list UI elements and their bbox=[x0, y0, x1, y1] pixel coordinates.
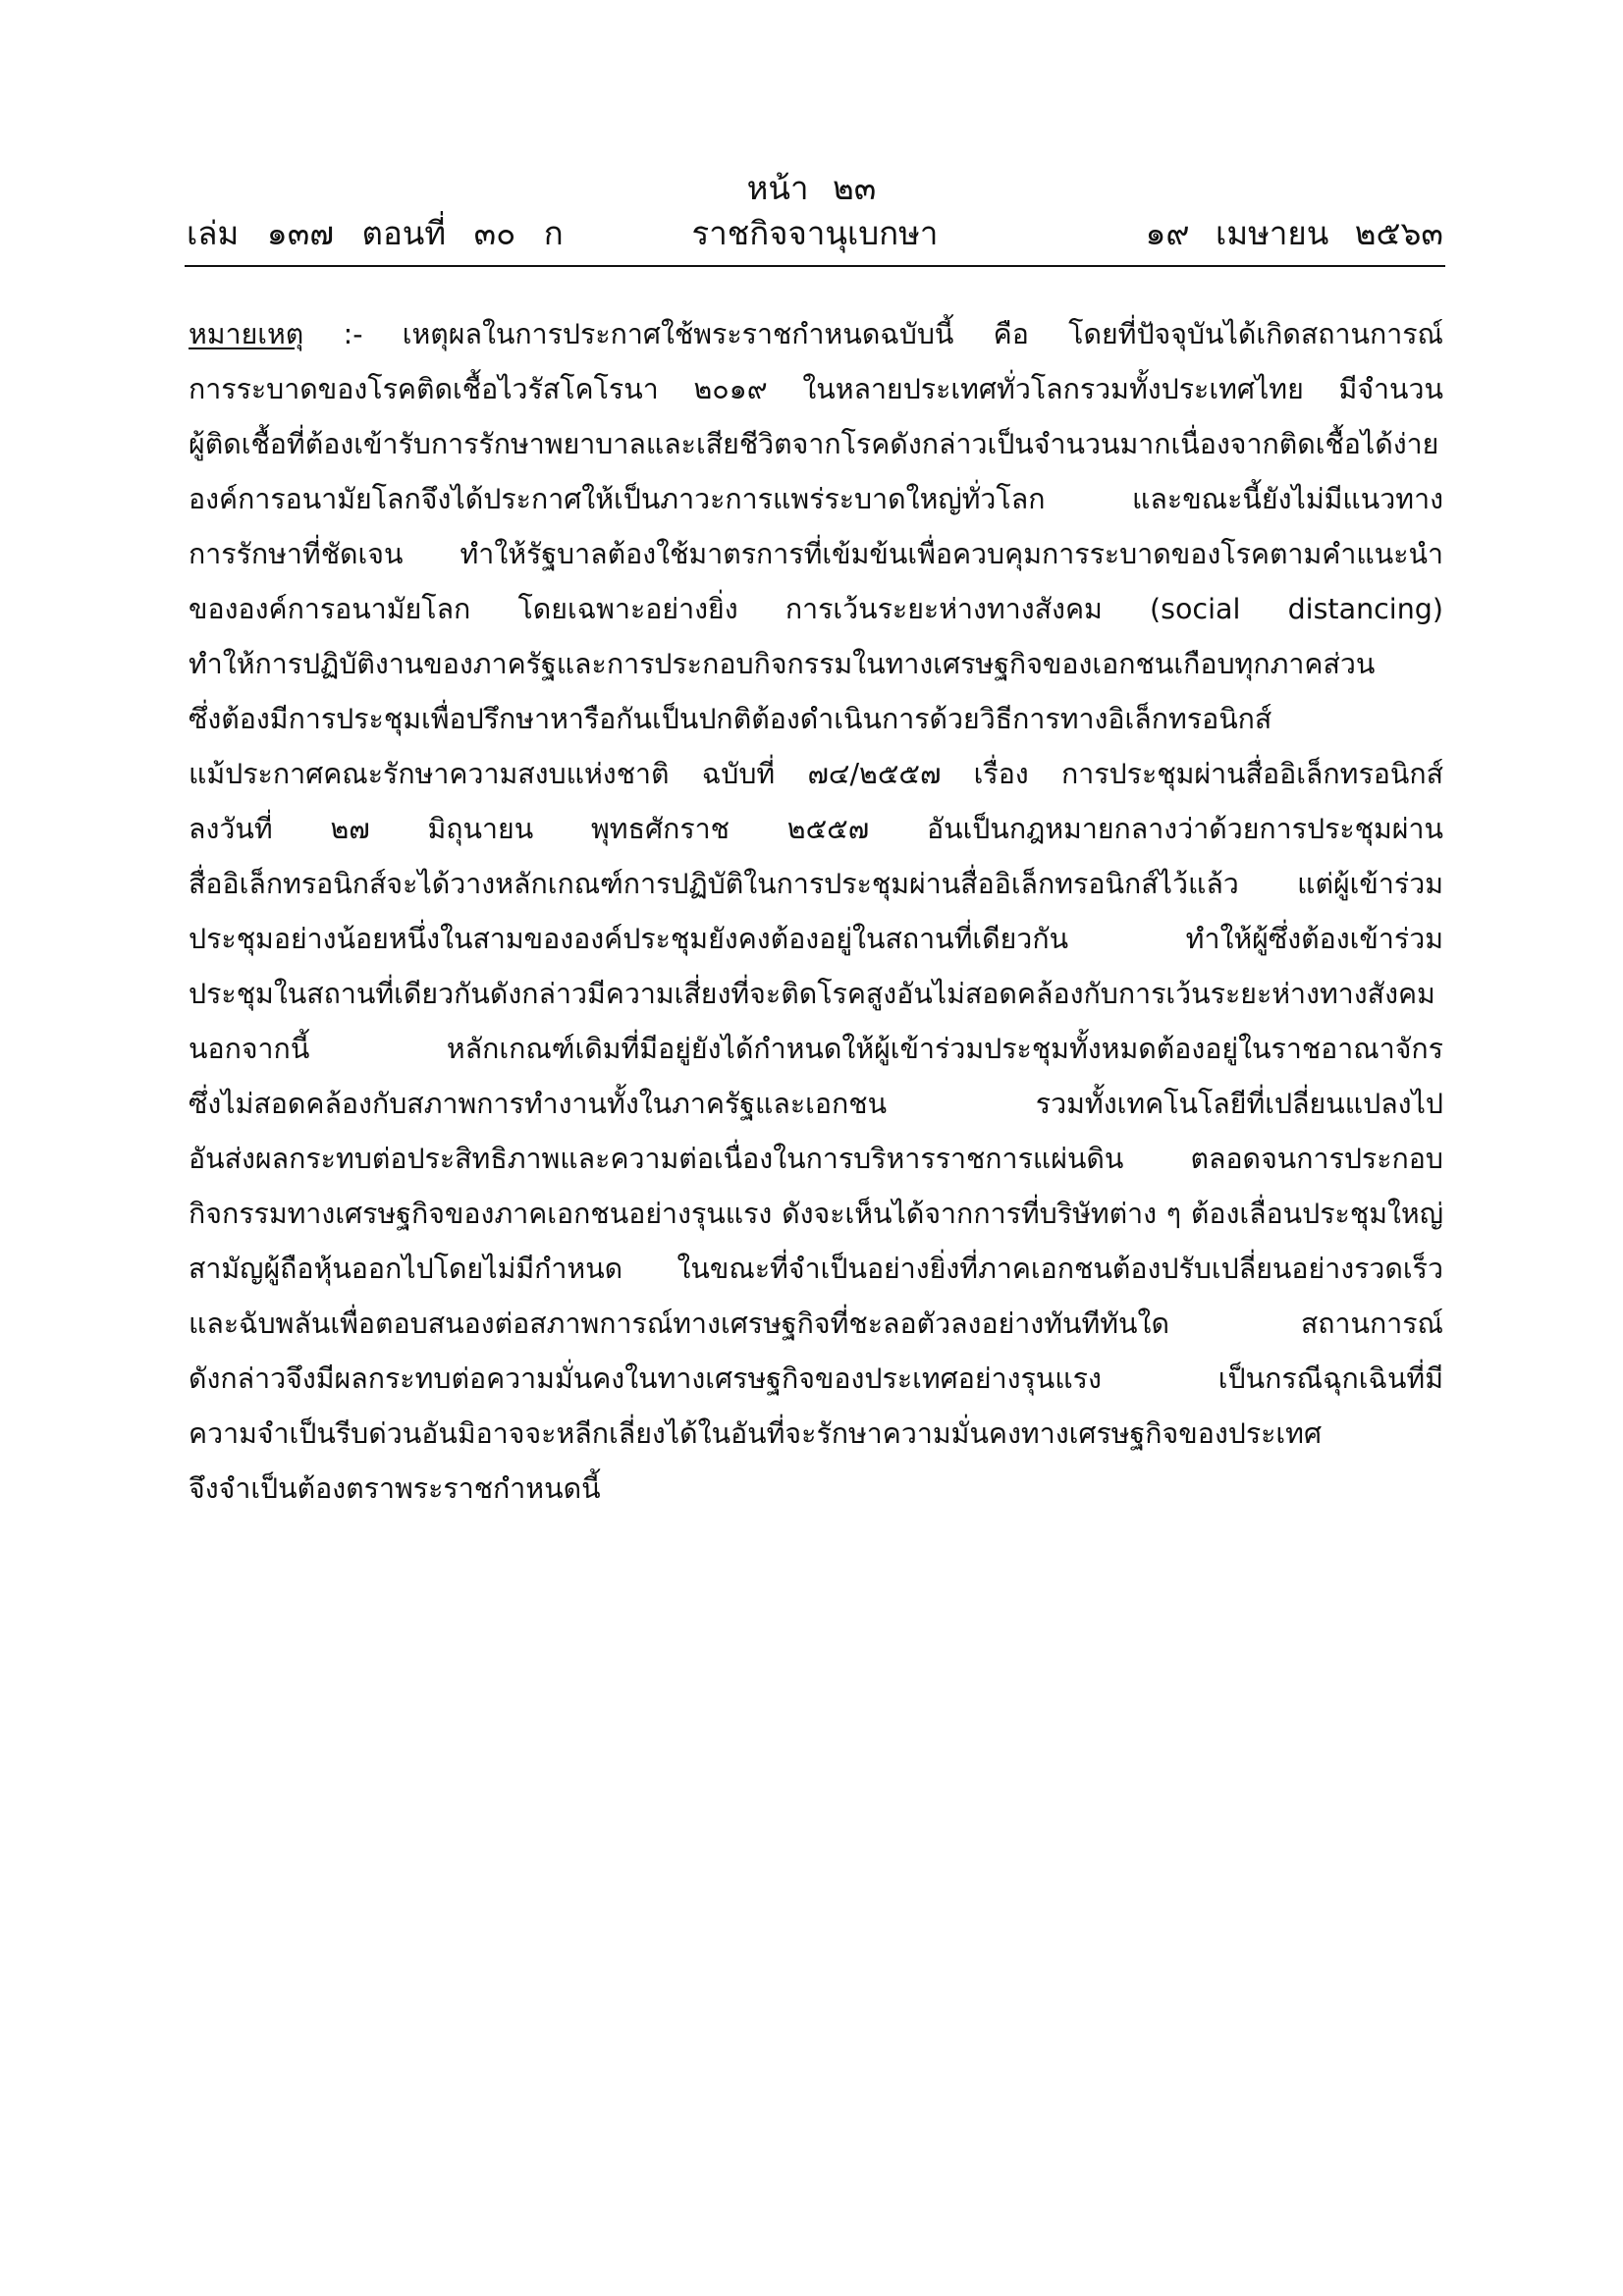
paragraph-line: ทำให้การปฏิบัติงานของภาครัฐและการประกอบกิจกรรมในทางเศรษฐกิจของเอกชนเกือบทุกภาคส่วน bbox=[189, 648, 1376, 680]
paragraph-line: ความจำเป็นรีบด่วนอันมิอาจจะหลีกเลี่ยงได้ในอันที่จะรักษาความมั่นคงทางเศรษฐกิจของประเทศ bbox=[189, 1417, 1323, 1450]
paragraph-line: สื่ออิเล็กทรอนิกส์จะได้วางหลักเกณฑ์การปฏิบัติในการประชุมผ่านสื่ออิเล็กทรอนิกส์ไว้แล้ว แต่ผู้เข้าร่วม bbox=[189, 868, 1443, 900]
paragraph-line: แม้ประกาศคณะรักษาความสงบแห่งชาติ ฉบับที่ ๗๔/๒๕๕๗ เรื่อง การประชุมผ่านสื่ออิเล็กทรอนิกส์ bbox=[189, 758, 1443, 790]
header-divider bbox=[185, 265, 1445, 267]
paragraph-line: อันส่งผลกระทบต่อประสิทธิภาพและความต่อเนื่องในการบริหารราชการแผ่นดิน ตลอดจนการประกอบ bbox=[189, 1143, 1443, 1175]
page-number: หน้า ๒๓ bbox=[746, 169, 877, 207]
paragraph-line: ซึ่งไม่สอดคล้องกับสภาพการทำงานทั้งในภาครัฐและเอกชน รวมทั้งเทคโนโลยีที่เปลี่ยนแปลงไป bbox=[189, 1088, 1443, 1120]
paragraph-line: ประชุมในสถานที่เดียวกันดังกล่าวมีความเสี่ยงที่จะติดโรคสูงอันไม่สอดคล้องกับการเว้นระยะห่างทางสังคม bbox=[189, 978, 1435, 1010]
volume-issue: เล่ม ๑๓๗ ตอนที่ ๓๐ ก bbox=[187, 214, 564, 252]
remark-paragraph bbox=[189, 307, 1443, 1517]
paragraph-line: และฉับพลันเพื่อตอบสนองต่อสภาพการณ์ทางเศรษฐกิจที่ชะลอตัวลงอย่างทันทีทันใด สถานการณ์ bbox=[189, 1308, 1443, 1340]
gazette-title: ราชกิจจานุเบกษา bbox=[691, 214, 939, 252]
paragraph-line: นอกจากนี้ หลักเกณฑ์เดิมที่มีอยู่ยังได้กำหนดให้ผู้เข้าร่วมประชุมทั้งหมดต้องอยู่ในราชอาณาจักร bbox=[189, 1033, 1443, 1065]
paragraph-line: ลงวันที่ ๒๗ มิถุนายน พุทธศักราช ๒๕๕๗ อันเป็นกฎหมายกลางว่าด้วยการประชุมผ่าน bbox=[189, 813, 1443, 845]
paragraph-line: องค์การอนามัยโลกจึงได้ประกาศให้เป็นภาวะการแพร่ระบาดใหญ่ทั่วโลก และขณะนี้ยังไม่มีแนวทาง bbox=[189, 483, 1443, 515]
paragraph-line bbox=[189, 307, 1443, 362]
remark-label: หมายเหตุ bbox=[189, 318, 304, 350]
paragraph-line: ประชุมอย่างน้อยหนึ่งในสามขององค์ประชุมยังคงต้องอยู่ในสถานที่เดียวกัน ทำให้ผู้ซึ่งต้องเข้าร่วม bbox=[189, 923, 1443, 955]
paragraph-line: กิจกรรมทางเศรษฐกิจของภาคเอกชนอย่างรุนแรง ดังจะเห็นได้จากการที่บริษัทต่าง ๆ ต้องเลื่อนประชุมใหญ่ bbox=[189, 1198, 1443, 1230]
paragraph-line: การระบาดของโรคติดเชื้อไวรัสโคโรนา ๒๐๑๙ ในหลายประเทศทั่วโลกรวมทั้งประเทศไทย มีจำนวน bbox=[189, 373, 1443, 405]
paragraph-line: ขององค์การอนามัยโลก โดยเฉพาะอย่างยิ่ง การเว้นระยะห่างทางสังคม (social distancing) bbox=[189, 593, 1443, 625]
paragraph-line: สามัญผู้ถือหุ้นออกไปโดยไม่มีกำหนด ในขณะที่จำเป็นอย่างยิ่งที่ภาคเอกชนต้องปรับเปลี่ยนอย่างรวดเร็ว bbox=[189, 1253, 1443, 1285]
paragraph-last-line: จึงจำเป็นต้องตราพระราชกำหนดนี้ bbox=[189, 1472, 601, 1505]
paragraph-line: ดังกล่าวจึงมีผลกระทบต่อความมั่นคงในทางเศรษฐกิจของประเทศอย่างรุนแรง เป็นกรณีฉุกเฉินที่มี bbox=[189, 1362, 1443, 1395]
paragraph-line: ซึ่งต้องมีการประชุมเพื่อปรึกษาหารือกันเป็นปกติต้องดำเนินการด้วยวิธีการทางอิเล็กทรอนิกส์ bbox=[189, 703, 1272, 735]
gazette-header bbox=[187, 214, 1443, 253]
paragraph-line: ผู้ติดเชื้อที่ต้องเข้ารับการรักษาพยาบาลและเสียชีวิตจากโรคดังกล่าวเป็นจำนวนมากเนื่องจากติดเชื้อได้ง่าย bbox=[189, 428, 1439, 460]
paragraph-line: การรักษาที่ชัดเจน ทำให้รัฐบาลต้องใช้มาตรการที่เข้มข้นเพื่อควบคุมการระบาดของโรคตามคำแนะนำ bbox=[189, 538, 1443, 570]
remark-intro: :- เหตุผลในการประกาศใช้พระราชกำหนดฉบับนี้ คือ โดยที่ปัจจุบันได้เกิดสถานการณ์ bbox=[303, 318, 1443, 350]
publication-date: ๑๙ เมษายน ๒๕๖๓ bbox=[1145, 214, 1443, 252]
